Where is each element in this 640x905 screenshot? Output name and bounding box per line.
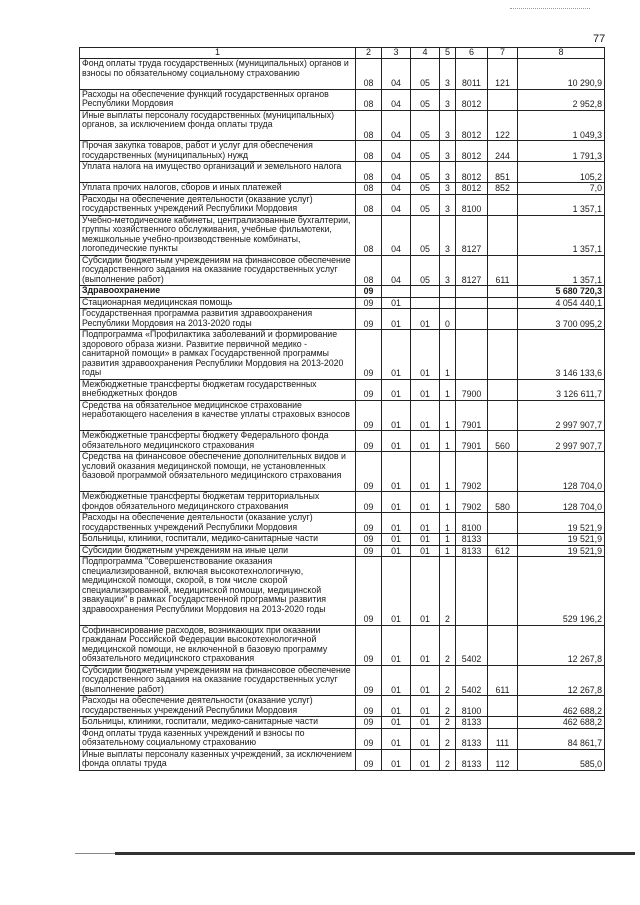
row-name: Межбюджетные трансферты бюджету Федерального фонда обязательного медицинского страхования <box>80 431 356 452</box>
row-name: Прочая закупка товаров, работ и услуг для обеспечения государственных (муниципальных) нужд <box>80 141 356 162</box>
row-section-code: 08 <box>356 59 382 90</box>
row-subprogram-code: 3 <box>440 141 456 162</box>
row-program-code: 01 <box>411 534 440 546</box>
row-amount: 1 357,1 <box>518 255 605 286</box>
row-section-code: 09 <box>356 749 382 770</box>
row-amount: 462 688,2 <box>518 696 605 717</box>
row-subprogram-code: 1 <box>440 534 456 546</box>
row-subprogram-code: 2 <box>440 717 456 729</box>
row-subsection-code: 01 <box>382 379 411 400</box>
row-target-code: 7902 <box>456 492 488 513</box>
row-subsection-code: 01 <box>382 625 411 665</box>
row-program-code: 01 <box>411 545 440 557</box>
row-target-code: 8133 <box>456 534 488 546</box>
row-name: Средства на финансовое обеспечение дополнительных видов и условий оказания медицинской помощи, не установленных базовой программой обязательного медицинского страхования <box>80 452 356 492</box>
row-subprogram-code: 1 <box>440 492 456 513</box>
row-expense-type-code <box>488 534 518 546</box>
row-subsection-code: 04 <box>382 162 411 183</box>
header-row <box>80 48 605 59</box>
row-name: Фонд оплаты труда государственных (муниципальных) органов и взносы по обязательному социальному страхованию <box>80 59 356 90</box>
row-amount: 1 357,1 <box>518 194 605 215</box>
table-row <box>80 728 605 749</box>
table-row <box>80 717 605 729</box>
row-program-code: 05 <box>411 215 440 255</box>
row-subsection-code: 04 <box>382 89 411 110</box>
row-subprogram-code: 1 <box>440 452 456 492</box>
row-name: Расходы на обеспечение деятельности (оказание услуг) государственных учреждений Республики Мордовия <box>80 696 356 717</box>
row-program-code: 05 <box>411 183 440 195</box>
row-expense-type-code <box>488 452 518 492</box>
row-subsection-code: 01 <box>382 665 411 696</box>
row-program-code: 01 <box>411 330 440 380</box>
row-amount: 3 700 095,2 <box>518 309 605 330</box>
row-section-code: 09 <box>356 452 382 492</box>
row-section-code: 09 <box>356 297 382 309</box>
row-subprogram-code: 3 <box>440 89 456 110</box>
row-section-code: 09 <box>356 309 382 330</box>
row-name: Субсидии бюджетным учреждениям на финансовое обеспечение государственного задания на оказание государственных услуг (выполнение работ) <box>80 665 356 696</box>
row-target-code: 8012 <box>456 162 488 183</box>
row-section-code: 09 <box>356 534 382 546</box>
row-subsection-code: 04 <box>382 255 411 286</box>
table-row <box>80 330 605 380</box>
row-expense-type-code <box>488 625 518 665</box>
row-amount: 128 704,0 <box>518 452 605 492</box>
row-section-code: 08 <box>356 255 382 286</box>
row-amount: 7,0 <box>518 183 605 195</box>
row-target-code: 8100 <box>456 513 488 534</box>
row-subsection-code: 04 <box>382 194 411 215</box>
row-subprogram-code: 0 <box>440 309 456 330</box>
row-amount: 2 952,8 <box>518 89 605 110</box>
table-row <box>80 696 605 717</box>
row-target-code: 8127 <box>456 215 488 255</box>
row-target-code: 8012 <box>456 110 488 141</box>
row-section-code: 09 <box>356 513 382 534</box>
row-amount: 105,2 <box>518 162 605 183</box>
row-program-code <box>411 297 440 309</box>
row-target-code: 8100 <box>456 696 488 717</box>
row-target-code: 8012 <box>456 141 488 162</box>
row-amount: 19 521,9 <box>518 545 605 557</box>
table-row <box>80 400 605 431</box>
row-section-code: 08 <box>356 215 382 255</box>
row-target-code: 8100 <box>456 194 488 215</box>
row-program-code: 05 <box>411 141 440 162</box>
row-target-code <box>456 330 488 380</box>
row-subprogram-code: 3 <box>440 215 456 255</box>
row-subprogram-code: 3 <box>440 110 456 141</box>
row-subsection-code: 01 <box>382 545 411 557</box>
row-name: Уплата прочих налогов, сборов и иных платежей <box>80 183 356 195</box>
row-program-code: 01 <box>411 557 440 626</box>
row-amount: 2 997 907,7 <box>518 431 605 452</box>
row-expense-type-code <box>488 330 518 380</box>
row-amount: 12 267,8 <box>518 665 605 696</box>
row-section-code: 09 <box>356 492 382 513</box>
scan-artifact-line <box>75 853 120 854</box>
row-subsection-code: 01 <box>382 717 411 729</box>
row-name: Стационарная медицинская помощь <box>80 297 356 309</box>
row-section-code: 09 <box>356 379 382 400</box>
row-name: Субсидии бюджетным учреждениям на финансовое обеспечение государственного задания на оказание государственных услуг (выполнение работ) <box>80 255 356 286</box>
row-target-code <box>456 309 488 330</box>
row-program-code: 05 <box>411 194 440 215</box>
header-cell: 1 <box>80 48 356 59</box>
row-subprogram-code: 2 <box>440 625 456 665</box>
row-subsection-code: 01 <box>382 309 411 330</box>
row-amount: 1 049,3 <box>518 110 605 141</box>
row-amount: 4 054 440,1 <box>518 297 605 309</box>
row-subprogram-code <box>440 286 456 298</box>
row-subprogram-code: 3 <box>440 194 456 215</box>
row-expense-type-code: 612 <box>488 545 518 557</box>
row-section-code: 08 <box>356 141 382 162</box>
row-name: Межбюджетные трансферты бюджетам государственных внебюджетных фондов <box>80 379 356 400</box>
table-row <box>80 59 605 90</box>
table-row <box>80 545 605 557</box>
row-subsection-code <box>382 286 411 298</box>
row-subsection-code: 01 <box>382 749 411 770</box>
row-target-code: 8012 <box>456 183 488 195</box>
row-section-code: 09 <box>356 696 382 717</box>
row-subsection-code: 01 <box>382 696 411 717</box>
row-amount: 1 357,1 <box>518 215 605 255</box>
row-amount: 19 521,9 <box>518 534 605 546</box>
table-row <box>80 492 605 513</box>
row-expense-type-code: 244 <box>488 141 518 162</box>
row-name: Подпрограмма "Совершенствование оказания специализированной, включая высокотехнологичную, медицинской помощи, скорой, в том числе скорой специализированной, медицинской помощи, медицинской эвакуации" в рамках Государственной программы развития здравоохранения Республики Мордовия на 2013-2020 годы <box>80 557 356 626</box>
row-target-code: 7901 <box>456 400 488 431</box>
row-subprogram-code: 3 <box>440 183 456 195</box>
row-section-code: 08 <box>356 89 382 110</box>
row-section-code: 09 <box>356 400 382 431</box>
row-expense-type-code <box>488 309 518 330</box>
row-program-code: 01 <box>411 400 440 431</box>
row-target-code: 7900 <box>456 379 488 400</box>
row-expense-type-code: 111 <box>488 728 518 749</box>
page-number: 77 <box>593 33 606 45</box>
row-subprogram-code: 2 <box>440 749 456 770</box>
row-expense-type-code: 851 <box>488 162 518 183</box>
row-program-code: 01 <box>411 309 440 330</box>
row-name: Расходы на обеспечение функций государственных органов Республики Мордовия <box>80 89 356 110</box>
row-amount: 529 196,2 <box>518 557 605 626</box>
row-subsection-code: 01 <box>382 534 411 546</box>
table-row <box>80 183 605 195</box>
table-row <box>80 625 605 665</box>
row-subsection-code: 01 <box>382 513 411 534</box>
row-target-code: 8127 <box>456 255 488 286</box>
row-expense-type-code: 112 <box>488 749 518 770</box>
row-expense-type-code <box>488 557 518 626</box>
row-expense-type-code <box>488 286 518 298</box>
row-subsection-code: 01 <box>382 431 411 452</box>
row-name: Государственная программа развития здравоохранения Республики Мордовия на 2013-2020 годы <box>80 309 356 330</box>
row-expense-type-code: 580 <box>488 492 518 513</box>
row-name: Больницы, клиники, госпитали, медико-санитарные части <box>80 717 356 729</box>
row-subprogram-code: 2 <box>440 665 456 696</box>
table-row <box>80 255 605 286</box>
row-subprogram-code: 2 <box>440 696 456 717</box>
row-subsection-code: 01 <box>382 297 411 309</box>
row-name: Здравоохранение <box>80 286 356 298</box>
row-section-code: 08 <box>356 194 382 215</box>
table-row <box>80 557 605 626</box>
row-amount: 5 680 720,3 <box>518 286 605 298</box>
row-section-code: 09 <box>356 625 382 665</box>
row-target-code: 7902 <box>456 452 488 492</box>
table-row <box>80 665 605 696</box>
row-subprogram-code: 1 <box>440 400 456 431</box>
row-subprogram-code: 2 <box>440 728 456 749</box>
row-subprogram-code: 3 <box>440 162 456 183</box>
row-section-code: 09 <box>356 545 382 557</box>
row-subsection-code: 01 <box>382 728 411 749</box>
row-expense-type-code <box>488 513 518 534</box>
header-cell: 8 <box>518 48 605 59</box>
row-amount: 462 688,2 <box>518 717 605 729</box>
table-row <box>80 749 605 770</box>
row-name: Иные выплаты персоналу государственных (муниципальных) органов, за исключением фонда оплаты труда <box>80 110 356 141</box>
row-program-code: 05 <box>411 162 440 183</box>
row-name: Фонд оплаты труда казенных учреждений и взносы по обязательному социальному страхованию <box>80 728 356 749</box>
row-subsection-code: 01 <box>382 400 411 431</box>
row-amount: 585,0 <box>518 749 605 770</box>
row-name: Подпрограмма «Профилактика заболеваний и формирование здорового образа жизни. Развитие первичной медико - санитарной помощи» в рамках Государственной программы развития здравоохранения Республики Мордовия на 2013-2020 годы <box>80 330 356 380</box>
row-program-code: 01 <box>411 452 440 492</box>
row-target-code: 8133 <box>456 717 488 729</box>
row-target-code <box>456 557 488 626</box>
row-program-code: 05 <box>411 110 440 141</box>
scan-artifact-line <box>510 8 590 9</box>
row-program-code: 01 <box>411 728 440 749</box>
row-section-code: 08 <box>356 162 382 183</box>
row-expense-type-code <box>488 696 518 717</box>
row-program-code: 05 <box>411 89 440 110</box>
row-target-code: 8133 <box>456 728 488 749</box>
row-target-code: 8133 <box>456 545 488 557</box>
row-amount: 128 704,0 <box>518 492 605 513</box>
row-target-code: 7901 <box>456 431 488 452</box>
row-program-code: 01 <box>411 696 440 717</box>
row-subsection-code: 04 <box>382 183 411 195</box>
row-section-code: 09 <box>356 728 382 749</box>
row-name: Софинансирование расходов, возникающих при оказании гражданам Российской Федерации высокотехнологичной медицинской помощи, не включенной в базовую программу обязательного медицинского страхования <box>80 625 356 665</box>
row-subsection-code: 04 <box>382 110 411 141</box>
row-subsection-code: 04 <box>382 59 411 90</box>
row-program-code: 01 <box>411 379 440 400</box>
row-target-code <box>456 297 488 309</box>
row-target-code <box>456 286 488 298</box>
header-cell: 6 <box>456 48 488 59</box>
header-cell: 4 <box>411 48 440 59</box>
row-section-code: 08 <box>356 183 382 195</box>
header-cell: 2 <box>356 48 382 59</box>
row-program-code: 01 <box>411 717 440 729</box>
row-program-code: 05 <box>411 255 440 286</box>
row-expense-type-code: 122 <box>488 110 518 141</box>
row-name: Иные выплаты персоналу казенных учреждений, за исключением фонда оплаты труда <box>80 749 356 770</box>
row-section-code: 09 <box>356 286 382 298</box>
row-program-code: 01 <box>411 492 440 513</box>
table-row <box>80 431 605 452</box>
scan-artifact-bar <box>115 852 635 855</box>
row-target-code: 5402 <box>456 665 488 696</box>
row-section-code: 09 <box>356 431 382 452</box>
row-expense-type-code <box>488 215 518 255</box>
row-expense-type-code: 611 <box>488 665 518 696</box>
header-cell: 7 <box>488 48 518 59</box>
row-amount: 3 126 611,7 <box>518 379 605 400</box>
row-name: Расходы на обеспечение деятельности (оказание услуг) государственных учреждений Республики Мордовия <box>80 194 356 215</box>
row-target-code: 8012 <box>456 89 488 110</box>
row-target-code: 8133 <box>456 749 488 770</box>
row-program-code: 01 <box>411 431 440 452</box>
row-section-code: 09 <box>356 330 382 380</box>
table-row <box>80 110 605 141</box>
row-program-code <box>411 286 440 298</box>
row-subsection-code: 01 <box>382 492 411 513</box>
table-row <box>80 297 605 309</box>
row-name: Субсидии бюджетным учреждениям на иные цели <box>80 545 356 557</box>
row-subprogram-code: 1 <box>440 379 456 400</box>
row-expense-type-code <box>488 717 518 729</box>
row-program-code: 01 <box>411 749 440 770</box>
row-subprogram-code: 1 <box>440 545 456 557</box>
header-cell: 5 <box>440 48 456 59</box>
table-row <box>80 194 605 215</box>
row-expense-type-code <box>488 194 518 215</box>
row-name: Учебно-методические кабинеты, централизованные бухгалтерии, группы хозяйственного обслуживания, учебные фильмотеки, межшкольные учебно-производственные комбинаты, логопедические пункты <box>80 215 356 255</box>
header-cell: 3 <box>382 48 411 59</box>
row-program-code: 01 <box>411 665 440 696</box>
table-row <box>80 379 605 400</box>
row-target-code: 8011 <box>456 59 488 90</box>
row-amount: 2 997 907,7 <box>518 400 605 431</box>
row-section-code: 09 <box>356 557 382 626</box>
row-subsection-code: 04 <box>382 141 411 162</box>
row-program-code: 01 <box>411 625 440 665</box>
row-name: Межбюджетные трансферты бюджетам территориальных фондов обязательного медицинского страхования <box>80 492 356 513</box>
table-row <box>80 534 605 546</box>
row-expense-type-code <box>488 379 518 400</box>
row-name: Средства на обязательное медицинское страхование неработающего населения в качестве уплаты страховых взносов <box>80 400 356 431</box>
row-expense-type-code <box>488 400 518 431</box>
row-expense-type-code <box>488 89 518 110</box>
row-subprogram-code: 1 <box>440 431 456 452</box>
row-amount: 1 791,3 <box>518 141 605 162</box>
table-row <box>80 89 605 110</box>
row-name: Расходы на обеспечение деятельности (оказание услуг) государственных учреждений Республики Мордовия <box>80 513 356 534</box>
row-amount: 19 521,9 <box>518 513 605 534</box>
row-name: Уплата налога на имущество организаций и земельного налога <box>80 162 356 183</box>
table-row <box>80 309 605 330</box>
row-subsection-code: 04 <box>382 215 411 255</box>
row-subsection-code: 01 <box>382 452 411 492</box>
table-row <box>80 162 605 183</box>
table-row <box>80 513 605 534</box>
row-section-code: 09 <box>356 665 382 696</box>
row-subsection-code: 01 <box>382 330 411 380</box>
row-subsection-code: 01 <box>382 557 411 626</box>
row-amount: 12 267,8 <box>518 625 605 665</box>
row-expense-type-code: 560 <box>488 431 518 452</box>
row-amount: 84 861,7 <box>518 728 605 749</box>
row-program-code: 01 <box>411 513 440 534</box>
table-row <box>80 452 605 492</box>
budget-table <box>79 47 605 771</box>
row-section-code: 09 <box>356 717 382 729</box>
row-program-code: 05 <box>411 59 440 90</box>
row-expense-type-code <box>488 297 518 309</box>
row-expense-type-code: 611 <box>488 255 518 286</box>
table-row <box>80 286 605 298</box>
row-subprogram-code <box>440 297 456 309</box>
table-row <box>80 141 605 162</box>
row-subprogram-code: 2 <box>440 557 456 626</box>
row-name: Больницы, клиники, госпитали, медико-санитарные части <box>80 534 356 546</box>
table-body <box>80 59 605 771</box>
row-expense-type-code: 852 <box>488 183 518 195</box>
row-amount: 3 146 133,6 <box>518 330 605 380</box>
row-subprogram-code: 1 <box>440 330 456 380</box>
row-section-code: 08 <box>356 110 382 141</box>
row-subprogram-code: 3 <box>440 255 456 286</box>
table-row <box>80 215 605 255</box>
row-expense-type-code: 121 <box>488 59 518 90</box>
row-target-code: 5402 <box>456 625 488 665</box>
row-amount: 10 290,9 <box>518 59 605 90</box>
row-subprogram-code: 1 <box>440 513 456 534</box>
row-subprogram-code: 3 <box>440 59 456 90</box>
